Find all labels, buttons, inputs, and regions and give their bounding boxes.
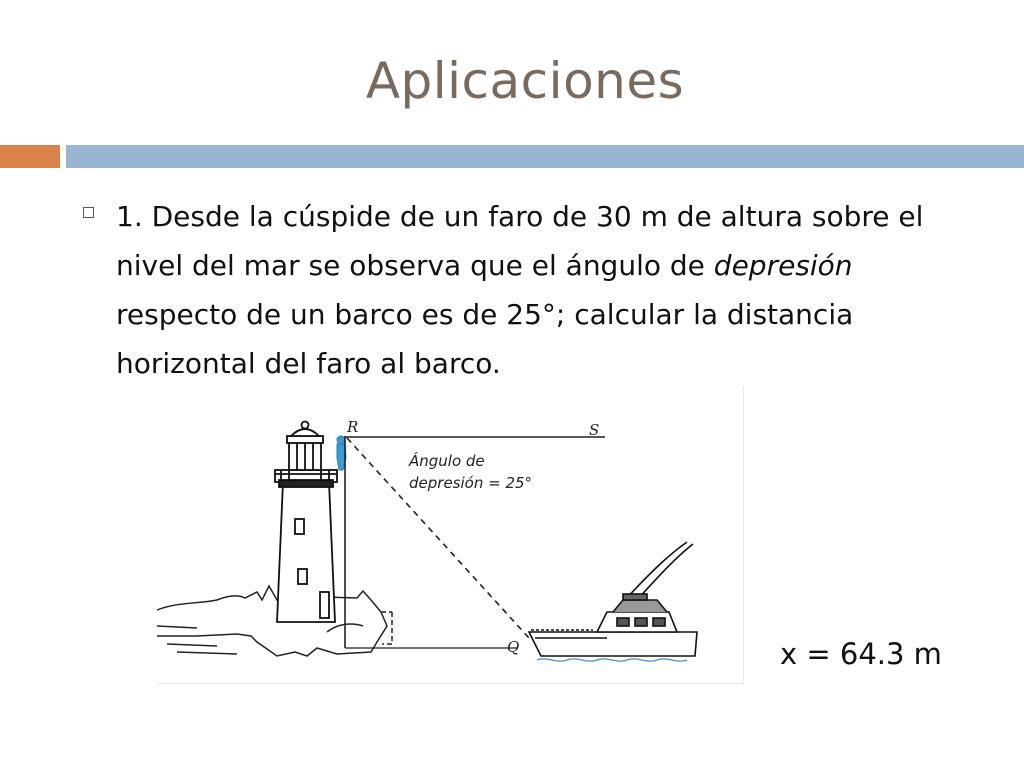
boat-icon <box>529 542 697 661</box>
accent-bar-orange <box>0 145 60 168</box>
problem-text <box>116 192 976 388</box>
accent-bar-blue <box>66 145 1024 168</box>
answer-text: x = 64.3 m <box>780 637 942 671</box>
problem-text-part1: 1. Desde la cúspide de un faro de 30 m de altura sobre el nivel del mar se observa que el ángulo de <box>116 200 924 282</box>
angle-label-line2: depresión = 25° <box>409 474 533 492</box>
label-r: R <box>347 418 359 436</box>
bullet-square-icon <box>83 207 94 218</box>
label-q: Q <box>507 638 520 656</box>
angle-label-line1: Ángulo de <box>409 452 485 470</box>
problem-text-italic: depresión <box>713 249 853 282</box>
slide-title: Aplicaciones <box>365 52 685 110</box>
lighthouse-icon <box>275 422 337 623</box>
lighthouse-diagram-svg <box>157 386 743 683</box>
problem-text-part2: respecto de un barco es de 25°; calcular la distancia horizontal del faro al barco. <box>116 298 854 380</box>
label-s: S <box>589 421 600 439</box>
shore-rocks <box>157 586 392 656</box>
lighthouse-diagram <box>157 386 744 684</box>
